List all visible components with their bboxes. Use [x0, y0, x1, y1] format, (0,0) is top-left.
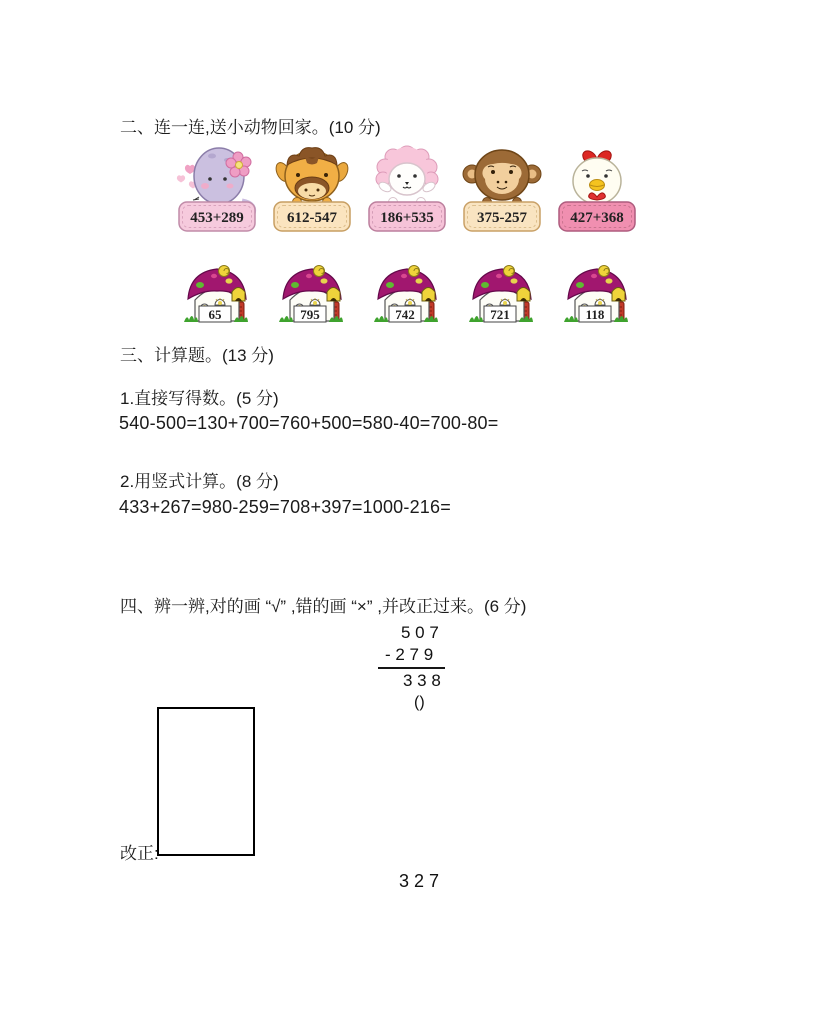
house-card-118[interactable]: [552, 264, 642, 326]
animal-card-rooster[interactable]: [552, 141, 642, 233]
animal-cards-row: [172, 141, 642, 233]
house-card-795[interactable]: [267, 264, 357, 326]
snail-expression: 453+289: [190, 210, 244, 226]
house-number: 118: [585, 307, 605, 322]
horse-expression: 612-547: [287, 210, 337, 226]
rooster-expression: 427+368: [570, 210, 624, 226]
section3-part1-expressions: 540-500=130+700=760+500=580-40=700-80=: [119, 413, 499, 433]
snail-illustration: [172, 141, 262, 233]
house-cards-row: [172, 264, 642, 326]
house-card-742[interactable]: [362, 264, 452, 326]
section3-part2-title: 2.用竖式计算。(8 分): [120, 472, 279, 491]
mushroom-house-illustration: [467, 264, 537, 326]
house-number: 795: [300, 307, 320, 322]
monkey-illustration: [457, 141, 547, 233]
correction-start-digits: 3 2 7: [399, 871, 440, 891]
house-number: 742: [395, 307, 415, 322]
section4-heading: 四、辨一辨,对的画 “√” ,错的画 “×” ,并改正过来。(6 分): [120, 597, 527, 616]
vform-result: 3 3 8: [403, 671, 441, 690]
house-card-65[interactable]: [172, 264, 262, 326]
animal-card-horse[interactable]: [267, 141, 357, 233]
correction-label: 改正:: [120, 844, 159, 863]
mushroom-house-illustration: [277, 264, 347, 326]
sheep-illustration: [362, 141, 452, 233]
house-number: 65: [208, 307, 222, 322]
section3-part2-expressions: 433+267=980-259=708+397=1000-216=: [119, 497, 451, 517]
mushroom-house-illustration: [182, 264, 252, 326]
correction-answer-box[interactable]: [157, 707, 255, 856]
horse-illustration: [267, 141, 357, 233]
section3-heading: 三、计算题。(13 分): [120, 346, 274, 365]
sheep-expression: 186+535: [380, 210, 434, 226]
mushroom-house-illustration: [562, 264, 632, 326]
animal-card-monkey[interactable]: [457, 141, 547, 233]
section2-heading: 二、连一连,送小动物回家。(10 分): [120, 118, 381, 137]
vform-rule-line: [378, 667, 445, 669]
mushroom-house-illustration: [372, 264, 442, 326]
vform-minuend: 5 0 7: [401, 623, 439, 642]
rooster-illustration: [552, 141, 642, 233]
vertical-subtraction-form: [378, 622, 448, 714]
animal-card-sheep[interactable]: [362, 141, 452, 233]
house-number: 721: [490, 307, 510, 322]
house-card-721[interactable]: [457, 264, 547, 326]
section3-part1-title: 1.直接写得数。(5 分): [120, 389, 279, 408]
vform-judgment-brackets: (): [414, 694, 425, 711]
animal-card-snail[interactable]: [172, 141, 262, 233]
vform-subtrahend: - 2 7 9: [385, 645, 434, 664]
monkey-expression: 375-257: [477, 210, 527, 226]
